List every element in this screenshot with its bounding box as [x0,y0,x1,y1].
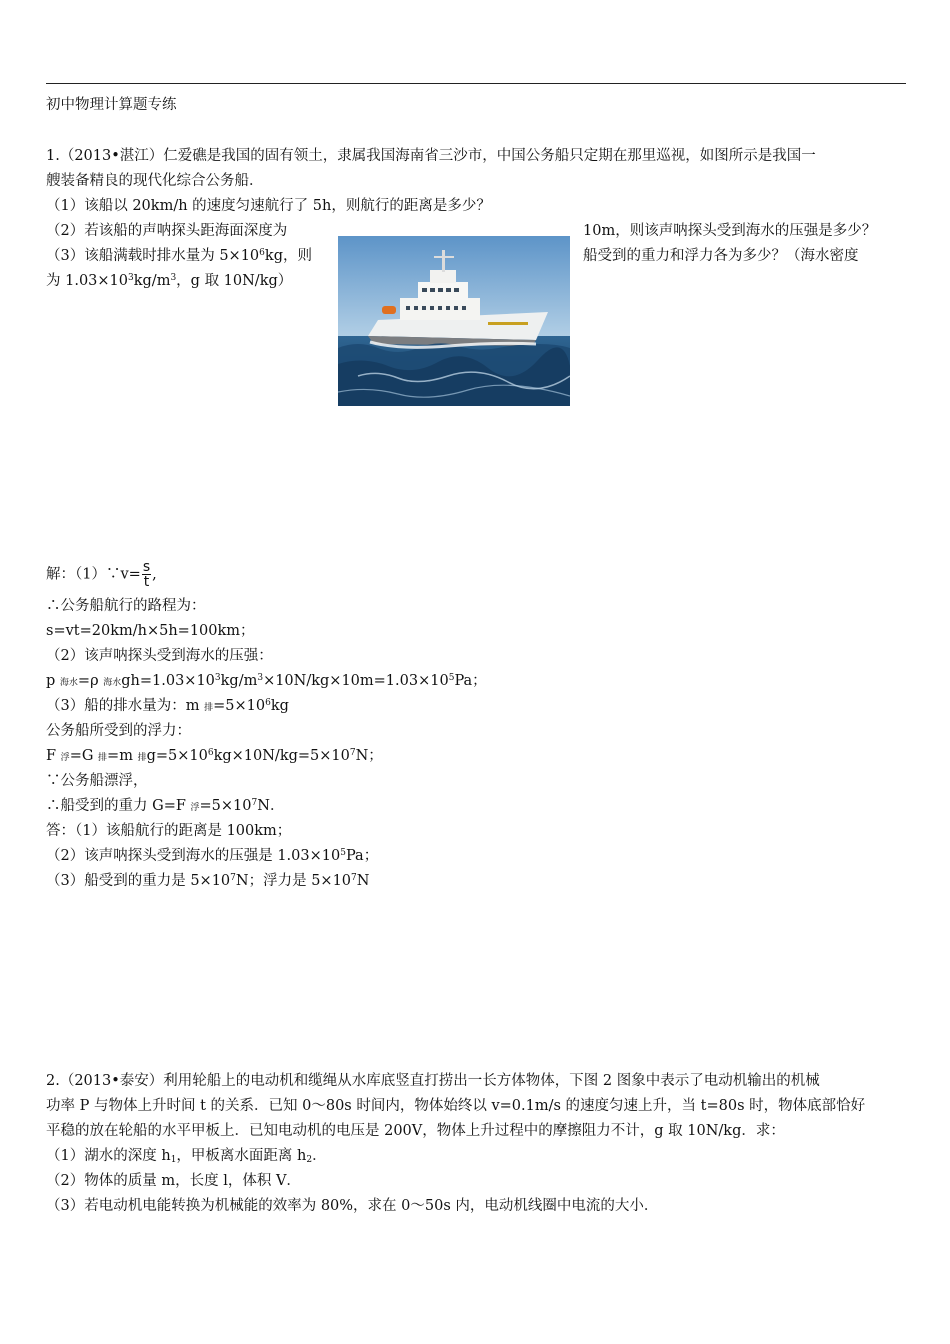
q1-part3-right: 船受到的重力和浮力各为多少？（海水密度 [583,248,859,264]
q1-part3-continued: 为 $1.03\times 10^3kg/m^3$，g 取 10N/kg） [46,273,293,289]
q2-intro-line2: 功率 P 与物体上升时间 t 的关系．已知 0～80s 时间内，物体始终以 v=0.1m/s 的速度匀速上升，当 t=80s 时，物体底部恰好 [46,1098,866,1114]
solution-line-7: 公务船所受到的浮力： [46,723,191,739]
answer-line-2: （2）该声呐探头受到海水的压强是 $1.03\times 10^5Pa$； [46,848,379,864]
q2-part1: （1）湖水的深度 $h_1$，甲板离水面距离 $h_2$． [46,1148,327,1165]
q2-intro-line1: 2.（2013•泰安）利用轮船上的电动机和缆绳从水库底竖直打捞出一长方体物体，下图 2 图象中表示了电动机输出的机械 [46,1073,820,1089]
q2-part2: （2）物体的质量 m，长度 l，体积 V． [46,1173,301,1189]
solution-line-2: ∴公务船航行的路程为： [46,598,206,614]
answer-line-1: 答：（1）该船航行的距离是 100km； [46,823,292,839]
solution-line-3: s=vt=20km/h×5h=100km； [46,623,255,639]
header-rule [46,83,906,84]
q1-intro-line1: 1.（2013•湛江）仁爱礁是我国的固有领土，隶属我国海南省三沙市，中国公务船只定期在那里巡视，如图所示是我国一 [46,148,816,164]
solution-line-6: （3）船的排水量为：m 排$=5\times 10^6kg$ [46,698,289,714]
q1-part1: （1）该船以 20km/h 的速度匀速航行了 5h，则航行的距离是多少？ [46,198,491,214]
q2-intro-line3: 平稳的放在轮船的水平甲板上．已知电动机的电压是 200V，物体上升过程中的摩擦阻力不计，g 取 10N/kg．求： [46,1123,785,1139]
q1-part3-left: （3）该船满载时排水量为 $5\times 10^6kg$，则 [46,248,312,264]
solution-line-9: ∵公务船漂浮， [46,773,148,789]
solution-line-8: F 浮=G 排=m 排$g=5\times 10^6kg\times 10N/kg=5\times 10^7N$； [46,748,383,764]
solution-line-4: （2）该声呐探头受到海水的压强： [46,648,273,664]
ship-photo [338,236,570,406]
solution-line-5: p 海水=ρ 海水$gh=1.03\times 10^3kg/m^3\times 10N/kg\times 10m=1.03\times 10^5Pa$； [46,673,487,689]
answer-line-3: （3）船受到的重力是 $5\times 10^7N$；浮力是 $5\times 10^7N$ [46,873,370,889]
page-title: 初中物理计算题专练 [46,97,177,113]
q1-part2-right: 10m，则该声呐探头受到海水的压强是多少？ [583,223,877,239]
fraction-s-over-t: $\frac{s}{t}$ [142,559,151,590]
solution-line-10: ∴船受到的重力 G=F 浮$=5\times 10^7N$． [46,798,285,814]
solution-line-1: 解：（1）∵v= $\frac{s}{t}$ , [46,559,157,590]
q1-part2-left: （2）若该船的声呐探头距海面深度为 [46,223,288,239]
q1-intro-line2: 艘装备精良的现代化综合公务船． [46,173,264,189]
q2-part3: （3）若电动机电能转换为机械能的效率为 80%，求在 0～50s 内，电动机线圈中电流的大小． [46,1198,659,1214]
